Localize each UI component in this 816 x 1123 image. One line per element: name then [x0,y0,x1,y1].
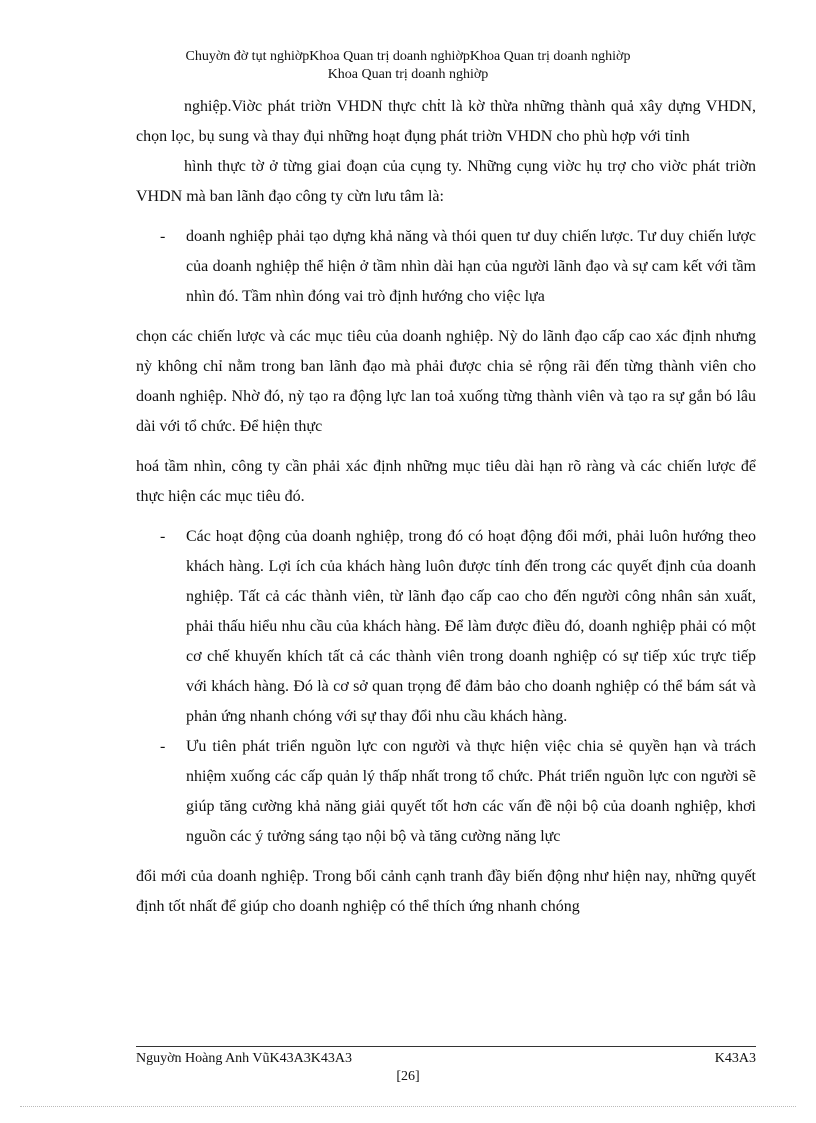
bullet-item-1 [136,222,756,312]
footer-class: K43A3 [714,1051,756,1066]
header-line-1: Chuyờn đờ tụt nghiờpKhoa Quan trị doanh nghiờpKhoa Quan trị doanh nghiờp [185,49,631,64]
bullet-item-2 [136,522,756,732]
footer-divider [136,1046,756,1047]
bullet-item-3 [136,732,756,852]
bullet-dash: - [160,228,166,245]
bullet-text: Ưu tiên phát triển nguồn lực con người và thực hiện việc chia sẻ quyền hạn và trách nhiệm xuống các cấp quản lý thấp nhất trong tổ chức. Phát triển nguồn lực con người sẽ giúp tăng cường khả năng giải quyết tốt hơn các vấn đề nội bộ của doanh nghiệp, khơi nguồn các ý tưởng sáng tạo nội bộ và tăng cường năng lực [186,738,756,845]
paragraph-4: hoá tầm nhìn, công ty cần phải xác định những mục tiêu dài hạn rõ ràng và các chiến lược để thực hiện các mục tiêu đó. [136,458,756,505]
bullet-text: Các hoạt động của doanh nghiệp, trong đó có hoạt động đổi mới, phải luôn hướng theo khách hàng. Lợi ích của khách hàng luôn được tính đến trong các quyết định của doanh nghiệp. Tất cả các thành viên, từ lãnh đạo cấp cao cho đến người công nhân sản xuất, phải thấu hiểu nhu cầu của khách hàng. Để làm được điều đó, doanh nghiệp phải có một cơ chế khuyến khích tất cả các thành viên trong doanh nghiệp có sự tiếp xúc trực tiếp với khách hàng. Đó là cơ sở quan trọng để đảm bảo cho doanh nghiệp có thể bám sát và phản ứng nhanh chóng với sự thay đổi nhu cầu khách hàng. [186,528,756,725]
document-body [136,92,756,922]
bullet-dash: - [160,738,166,755]
paragraph-5: đổi mới của doanh nghiệp. Trong bối cảnh cạnh tranh đầy biến động như hiện nay, những quyết định tốt nhất để giúp cho doanh nghiệp có thể thích ứng nhanh chóng [136,868,756,915]
page-number: [26] [396,1069,420,1084]
bullet-text: doanh nghiệp phải tạo dựng khả năng và thói quen tư duy chiến lược. Tư duy chiến lược của doanh nghiệp thể hiện ở tầm nhìn dài hạn của người lãnh đạo và sự cam kết với tầm nhìn đó. Tầm nhìn đóng vai trò định hướng cho việc lựa [186,228,756,305]
bullet-dash: - [160,528,166,545]
page-boundary [20,1106,796,1107]
header-line-2: Khoa Quan trị doanh nghiờp [327,67,489,82]
paragraph-3: chọn các chiến lược và các mục tiêu của doanh nghiệp. Nỳ do lãnh đạo cấp cao xác định nhưng nỳ không chỉ nằm trong ban lãnh đạo mà phải được chia sẻ rộng rãi đến từng thành viên cho doanh nghiệp. Nhờ đó, nỳ tạo ra động lực lan toả xuống từng thành viên và tạo ra sự gắn bó lâu dài với tổ chức. Để hiện thực [136,328,756,435]
page-header [100,48,716,84]
paragraph-2: hình thực tờ ở từng giai đoạn của cụng ty. Những cụng viờc hụ trợ cho viờc phát triờn VHDN mà ban lãnh đạo công ty cừn lưu tâm là: [136,158,756,205]
footer-author: Nguyờn Hoàng Anh VũK43A3K43A3 [136,1051,352,1066]
paragraph-1: nghiệp.Viờc phát triờn VHDN thực chṫt là kờ thừa những thành quả xây dựng VHDN, chọn lọc, bụ sung và thay đụi những hoạt đụng phát triờn VHDN cho phù hợp với tỉnh [136,98,756,145]
